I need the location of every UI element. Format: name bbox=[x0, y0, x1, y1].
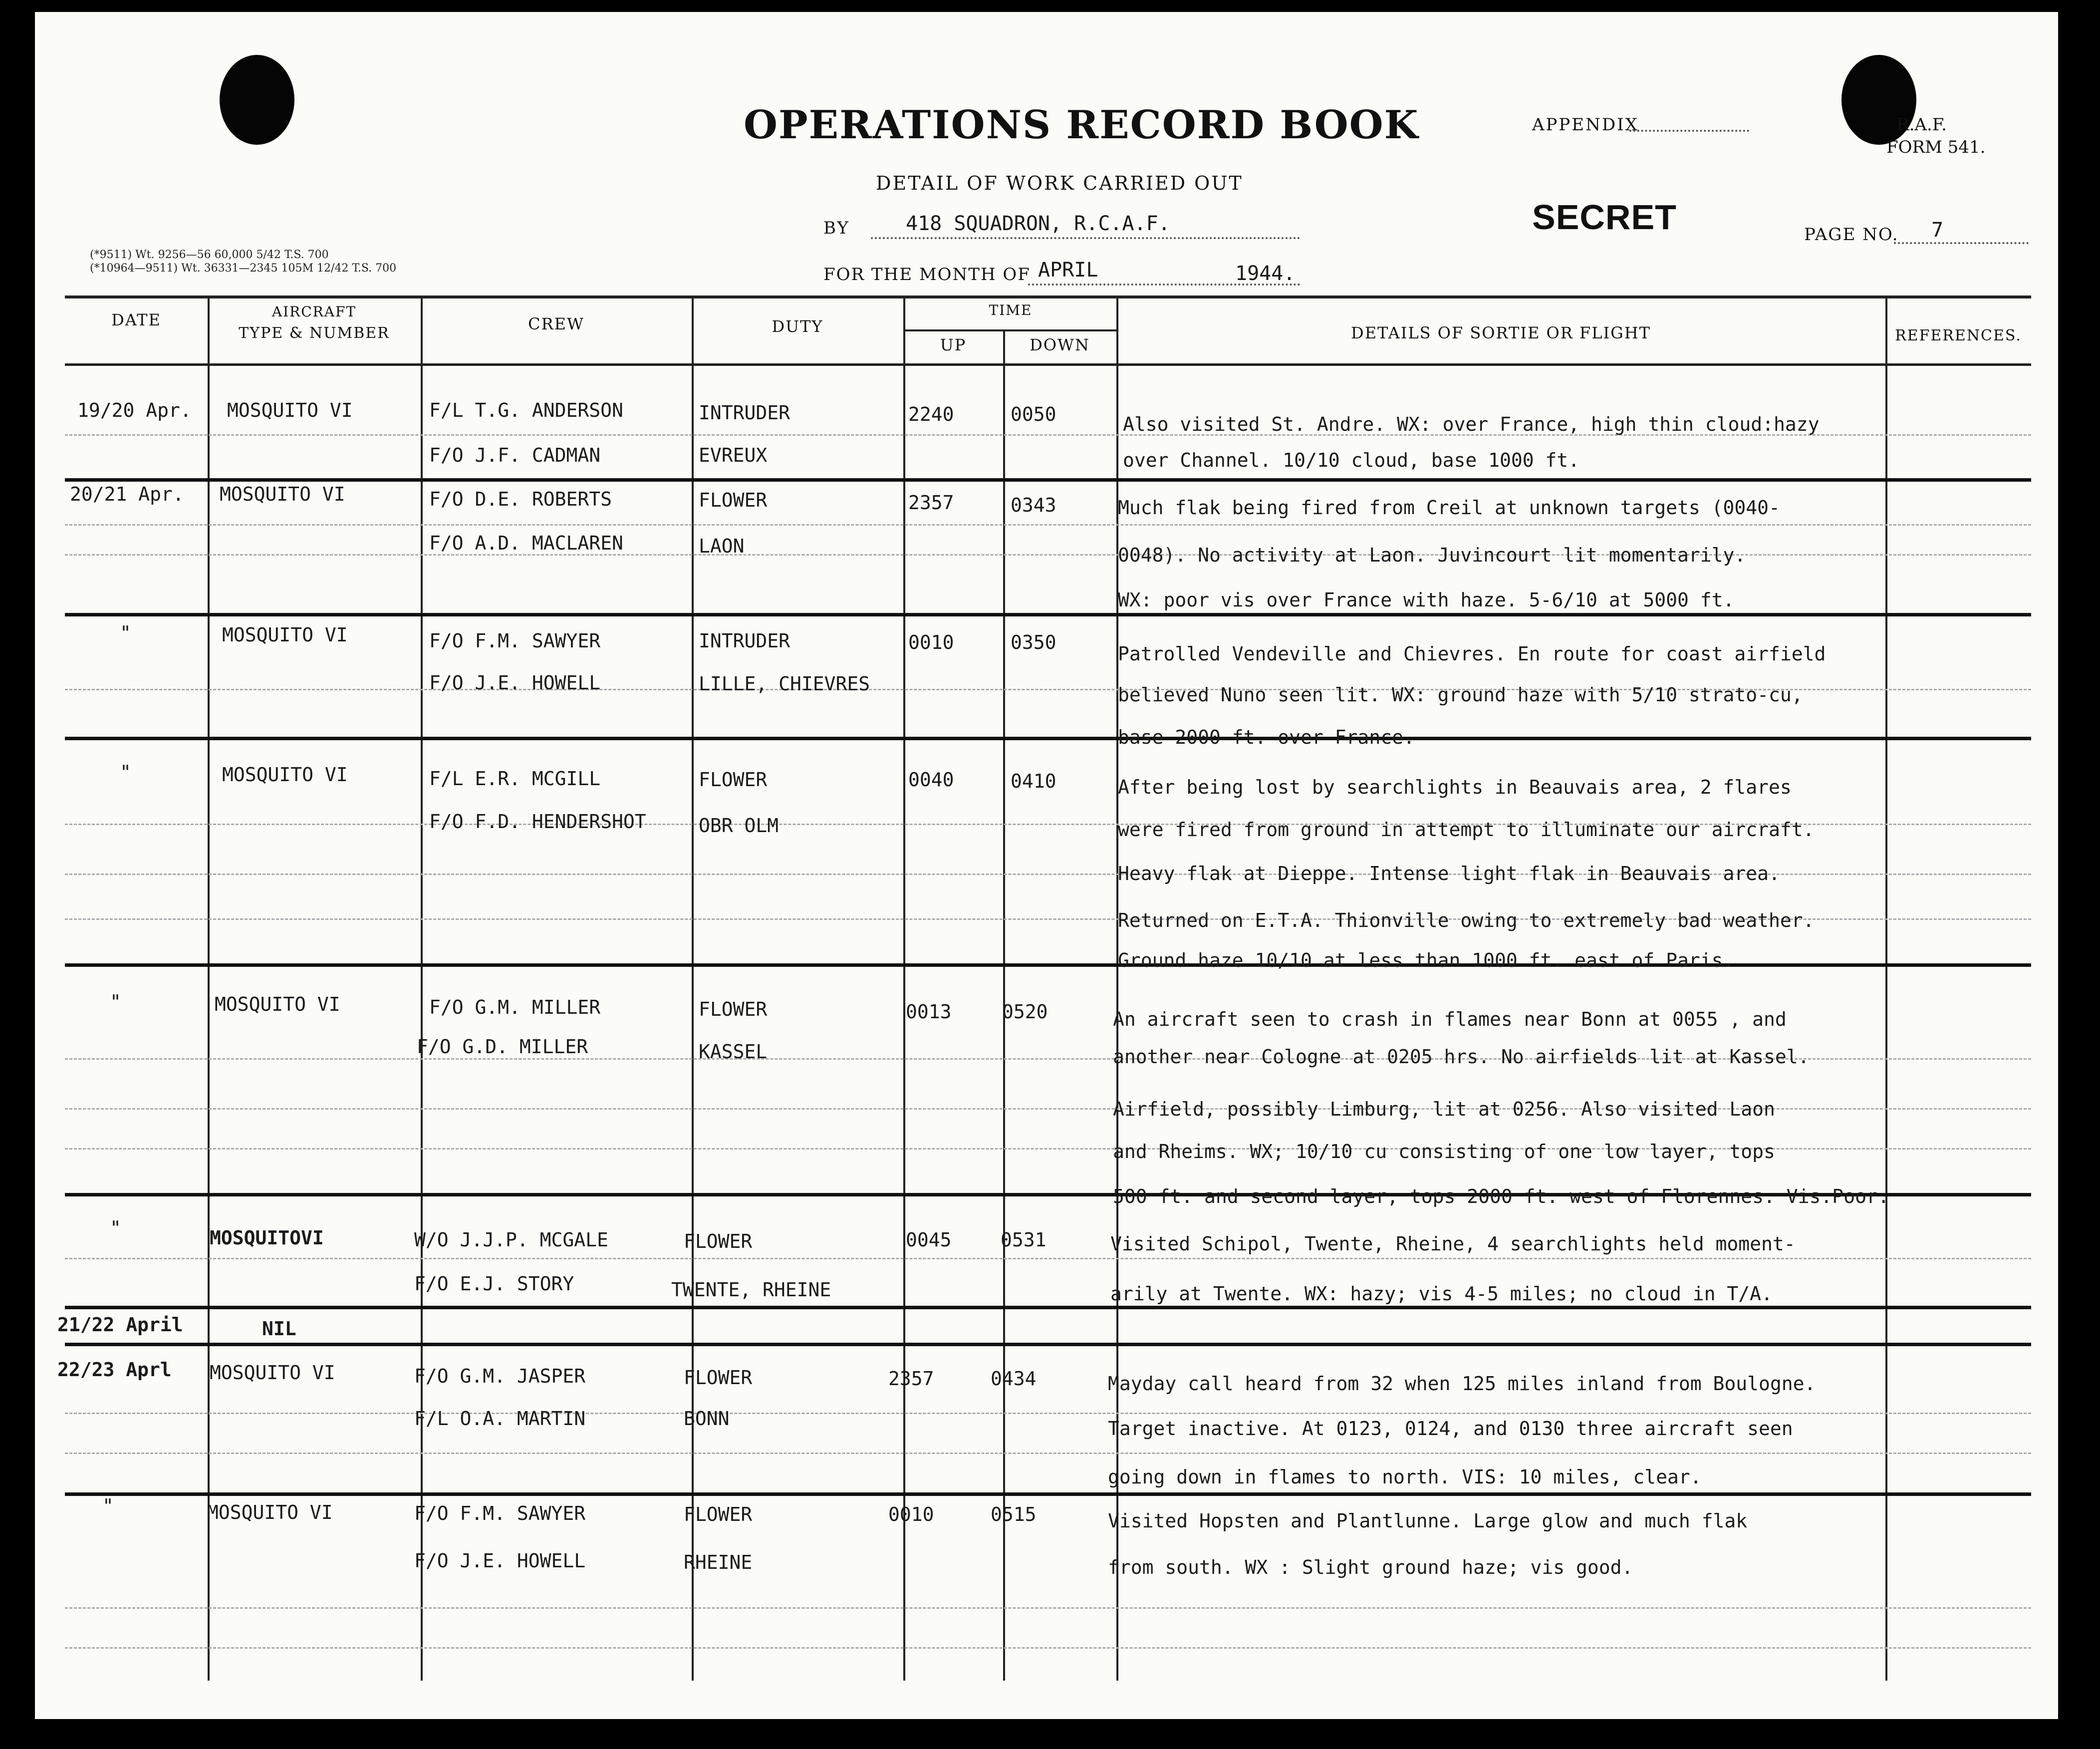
entry-crew: F/O F.M. SAWYER bbox=[414, 1502, 586, 1524]
month-value: APRIL bbox=[1038, 259, 1098, 282]
form-subtitle: DETAIL OF WORK CARRIED OUT bbox=[876, 172, 1243, 194]
entry-aircraft: MOSQUITO VI bbox=[215, 993, 340, 1015]
col-header-down: DOWN bbox=[1030, 335, 1090, 354]
ruled-line bbox=[65, 524, 2031, 526]
entry-aircraft: MOSQUITO VI bbox=[207, 1501, 333, 1523]
entry-crew: F/O F.M. SAWYER bbox=[429, 630, 601, 652]
ruled-line bbox=[65, 1647, 2031, 1649]
entry-duty: INTRUDER bbox=[699, 630, 790, 652]
page-number: 7 bbox=[1931, 219, 1944, 242]
entry-crew: F/L T.G. ANDERSON bbox=[429, 399, 623, 421]
entry-duty: FLOWER bbox=[699, 769, 768, 791]
entry-date: 20/21 Apr. bbox=[70, 483, 184, 505]
year-value: 1944. bbox=[1235, 262, 1296, 285]
entry-date: " bbox=[120, 622, 131, 644]
table-header-rule bbox=[65, 363, 2031, 366]
entry-detail-line: were fired from ground in attempt to illuminate our aircraft. bbox=[1118, 819, 1815, 841]
entry-detail-line: WX: poor vis over France with haze. 5-6/10 at 5000 ft. bbox=[1118, 589, 1735, 611]
entry-time-up: 0010 bbox=[908, 631, 954, 653]
form-code-line2: FORM 541. bbox=[1886, 137, 1986, 157]
entry-detail-line: Visited Schipol, Twente, Rheine, 4 searchlights held moment- bbox=[1110, 1233, 1796, 1255]
entry-duty: BONN bbox=[684, 1408, 730, 1430]
entry-crew: F/L E.R. MCGILL bbox=[429, 768, 601, 790]
entry-date: 22/23 Aprl bbox=[57, 1359, 172, 1381]
entry-aircraft: MOSQUITO VI bbox=[222, 624, 348, 646]
form-code-line1: R.A.F. bbox=[1896, 115, 1947, 135]
entry-rule bbox=[65, 963, 2031, 967]
by-label: BY bbox=[823, 218, 850, 238]
entry-detail-line: An aircraft seen to crash in flames near Bonn at 0055 , and bbox=[1113, 1008, 1787, 1030]
entry-time-up: 2357 bbox=[888, 1368, 934, 1390]
entry-detail-line: Also visited St. Andre. WX: over France, high thin cloud:hazy bbox=[1123, 413, 1820, 435]
entry-time-up: 0013 bbox=[906, 1001, 952, 1023]
entry-crew: F/O F.D. HENDERSHOT bbox=[429, 811, 646, 833]
entry-duty: FLOWER bbox=[684, 1230, 753, 1252]
entry-time-down: 0515 bbox=[991, 1503, 1037, 1525]
entry-rule bbox=[65, 1306, 2031, 1309]
appendix-label: APPENDIX bbox=[1532, 115, 1639, 135]
col-header-time: TIME bbox=[989, 302, 1033, 318]
entry-date: " bbox=[110, 991, 121, 1013]
entry-duty: RHEINE bbox=[684, 1551, 753, 1573]
entry-time-up: 0010 bbox=[888, 1503, 934, 1525]
entry-detail-line: going down in flames to north. VIS: 10 miles, clear. bbox=[1108, 1466, 1702, 1488]
entry-duty: FLOWER bbox=[684, 1503, 753, 1525]
entry-time-up: 2357 bbox=[908, 492, 954, 514]
entry-crew: F/O G.M. MILLER bbox=[429, 996, 601, 1018]
print-code-1: (*9511) Wt. 9256—56 60,000 5/42 T.S. 700 bbox=[90, 249, 329, 261]
entry-crew: F/O J.E. HOWELL bbox=[429, 672, 601, 694]
page-line bbox=[1894, 242, 2029, 244]
entry-date: " bbox=[110, 1217, 121, 1239]
col-header-details: DETAILS OF SORTIE OR FLIGHT bbox=[1351, 323, 1651, 342]
print-code-2: (*10964—9511) Wt. 36331—2345 105M 12/42 T.S. 700 bbox=[90, 262, 397, 275]
entry-crew: F/L O.A. MARTIN bbox=[414, 1408, 586, 1430]
entry-time-up: 0045 bbox=[906, 1229, 952, 1251]
entry-date: 19/20 Apr. bbox=[77, 399, 192, 421]
entry-time-down: 0050 bbox=[1011, 403, 1056, 425]
entry-detail-line: 0048). No activity at Laon. Juvincourt lit momentarily. bbox=[1118, 544, 1746, 566]
entry-duty: FLOWER bbox=[699, 998, 768, 1020]
entry-crew: F/O G.D. MILLER bbox=[417, 1036, 588, 1058]
entry-duty: INTRUDER bbox=[699, 402, 790, 424]
entry-time-down: 0343 bbox=[1011, 494, 1056, 516]
entry-detail-line: 500 ft. and second layer, tops 2000 ft. west of Florennes. Vis.Poor. bbox=[1113, 1185, 1889, 1207]
col-divider bbox=[1885, 295, 1887, 1681]
entry-detail-line: and Rheims. WX; 10/10 cu consisting of one low layer, tops bbox=[1113, 1141, 1775, 1163]
entry-date: 21/22 April bbox=[57, 1314, 183, 1336]
entry-aircraft: MOSQUITO VI bbox=[210, 1362, 335, 1384]
entry-rule bbox=[65, 1343, 2031, 1346]
entry-detail-line: Ground haze 10/10 at less than 1000 ft. east of Paris. bbox=[1118, 949, 1735, 971]
entry-aircraft: NIL bbox=[262, 1318, 296, 1340]
entry-time-down: 0434 bbox=[991, 1368, 1037, 1390]
entry-date: " bbox=[120, 761, 131, 783]
appendix-line bbox=[1629, 130, 1749, 132]
form-title: OPERATIONS RECORD BOOK bbox=[744, 102, 1419, 148]
secret-stamp: SECRET bbox=[1532, 198, 1677, 237]
entry-detail-line: base 2000 ft. over France. bbox=[1118, 726, 1415, 748]
entry-detail-line: from south. WX : Slight ground haze; vis good. bbox=[1108, 1556, 1633, 1578]
entry-duty: LAON bbox=[699, 535, 745, 557]
punch-hole-left bbox=[220, 55, 294, 145]
entry-detail-line: After being lost by searchlights in Beauvais area, 2 flares bbox=[1118, 776, 1792, 798]
entry-crew: F/O G.M. JASPER bbox=[414, 1365, 586, 1387]
col-header-duty: DUTY bbox=[772, 317, 823, 336]
entry-rule bbox=[65, 478, 2031, 482]
entry-time-down: 0531 bbox=[1001, 1229, 1047, 1251]
entry-time-up: 2240 bbox=[908, 403, 954, 425]
entry-crew: F/O E.J. STORY bbox=[414, 1273, 574, 1295]
col-divider bbox=[903, 295, 905, 1681]
entry-detail-line: arily at Twente. WX: hazy; vis 4-5 miles; no cloud in T/A. bbox=[1110, 1283, 1773, 1305]
entry-rule bbox=[65, 737, 2031, 740]
time-divider-rule bbox=[903, 329, 1118, 331]
ruled-line bbox=[65, 1453, 2031, 1454]
entry-crew: F/O J.E. HOWELL bbox=[414, 1550, 586, 1572]
col-divider bbox=[208, 295, 210, 1681]
col-divider bbox=[692, 295, 694, 1681]
entry-detail-line: believed Nuno seen lit. WX: ground haze with 5/10 strato-cu, bbox=[1118, 684, 1803, 706]
entry-duty: EVREUX bbox=[699, 444, 768, 466]
entry-aircraft: MOSQUITO VI bbox=[222, 764, 348, 786]
entry-detail-line: Mayday call heard from 32 when 125 miles inland from Boulogne. bbox=[1108, 1373, 1816, 1395]
table-top-rule bbox=[65, 295, 2031, 298]
entry-duty: FLOWER bbox=[699, 489, 768, 511]
entry-aircraft: MOSQUITO VI bbox=[220, 483, 345, 505]
col-header-up: UP bbox=[940, 335, 967, 354]
col-divider bbox=[421, 295, 423, 1681]
squadron-name: 418 SQUADRON, R.C.A.F. bbox=[906, 212, 1170, 235]
entry-duty: TWENTE, RHEINE bbox=[671, 1279, 831, 1301]
entry-detail-line: Heavy flak at Dieppe. Intense light flak in Beauvais area. bbox=[1118, 863, 1780, 884]
entry-duty: KASSEL bbox=[699, 1041, 768, 1063]
entry-aircraft: MOSQUITOVI bbox=[210, 1227, 324, 1249]
entry-rule bbox=[65, 613, 2031, 616]
entry-detail-line: Returned on E.T.A. Thionville owing to extremely bad weather. bbox=[1118, 909, 1815, 931]
entry-detail-line: Much flak being fired from Creil at unknown targets (0040- bbox=[1118, 497, 1780, 519]
entry-time-up: 0040 bbox=[908, 769, 954, 791]
col-header-aircraft-type: TYPE & NUMBER bbox=[239, 324, 390, 342]
ruled-line bbox=[65, 1413, 2031, 1414]
entry-duty: LILLE, CHIEVRES bbox=[699, 673, 870, 695]
ruled-line bbox=[65, 1258, 2031, 1259]
month-label: FOR THE MONTH OF bbox=[823, 265, 1031, 285]
entry-aircraft: MOSQUITO VI bbox=[227, 399, 353, 421]
entry-crew: W/O J.J.P. MCGALE bbox=[414, 1229, 608, 1251]
entry-detail-line: Target inactive. At 0123, 0124, and 0130 three aircraft seen bbox=[1108, 1418, 1793, 1440]
entry-detail-line: over Channel. 10/10 cloud, base 1000 ft. bbox=[1123, 449, 1580, 471]
col-header-date: DATE bbox=[111, 310, 161, 329]
col-header-crew: CREW bbox=[528, 314, 584, 333]
entry-time-down: 0350 bbox=[1011, 631, 1056, 653]
col-header-references: REFERENCES. bbox=[1895, 327, 2022, 344]
entry-rule bbox=[65, 1492, 2031, 1496]
entry-crew: F/O J.F. CADMAN bbox=[429, 444, 601, 466]
month-line bbox=[1028, 284, 1300, 286]
by-line bbox=[871, 237, 1300, 239]
entry-duty: FLOWER bbox=[684, 1367, 753, 1389]
entry-time-down: 0410 bbox=[1011, 770, 1056, 792]
entry-detail-line: Visited Hopsten and Plantlunne. Large glow and much flak bbox=[1108, 1510, 1748, 1532]
entry-duty: OBR OLM bbox=[699, 815, 779, 837]
ruled-line bbox=[65, 1607, 2031, 1609]
entry-detail-line: Airfield, possibly Limburg, lit at 0256. Also visited Laon bbox=[1113, 1098, 1775, 1120]
entry-crew: F/O D.E. ROBERTS bbox=[429, 488, 612, 510]
entry-time-down: 0520 bbox=[1002, 1001, 1048, 1023]
entry-crew: F/O A.D. MACLAREN bbox=[429, 532, 623, 554]
page-label: PAGE NO. bbox=[1804, 225, 1899, 245]
entry-date: " bbox=[102, 1495, 114, 1517]
col-header-aircraft: AIRCRAFT bbox=[271, 303, 357, 320]
entry-detail-line: Patrolled Vendeville and Chievres. En route for coast airfield bbox=[1118, 643, 1826, 665]
entry-detail-line: another near Cologne at 0205 hrs. No airfields lit at Kassel. bbox=[1113, 1046, 1810, 1068]
